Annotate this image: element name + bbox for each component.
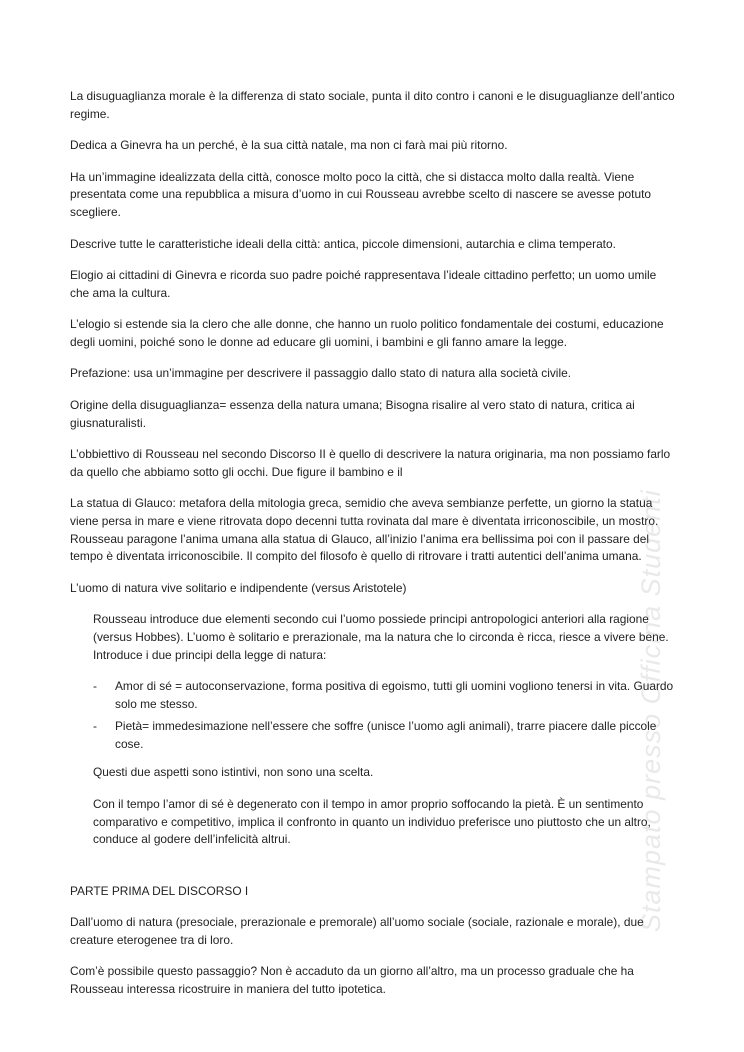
- list-dash: -: [93, 679, 97, 694]
- paragraph: Descrive tutte le caratteristiche ideali della città: antica, piccole dimensioni, autarchia e clima temperato.: [70, 236, 616, 251]
- indented-paragraph: Questi due aspetti sono istintivi, non sono una scelta.: [93, 765, 374, 780]
- paragraph: La disuguaglianza morale è la differenza di stato sociale, punta il dito contro i canoni e le disuguaglianze dell’antico regime.: [70, 89, 675, 121]
- section-heading: PARTE PRIMA DEL DISCORSO I: [70, 883, 249, 898]
- list-item-text: Pietà= immedesimazione nell’essere che soffre (unisce l’uomo agli animali), trarre piacere dalle piccole cose.: [115, 718, 657, 751]
- paragraph: Dedica a Ginevra ha un perché, è la sua città natale, ma non ci farà mai più ritorno.: [70, 138, 508, 153]
- section-spacer: [70, 863, 676, 883]
- watermark-text: Stampato presso Officina Studenti: [636, 489, 666, 932]
- paragraph: Elogio ai cittadini di Ginevra e ricorda suo padre poiché rappresentava l’ideale cittadino perfetto; un uomo umile che ama la cultura.: [70, 267, 657, 300]
- paragraph: Prefazione: usa un’immagine per descrivere il passaggio dallo stato di natura alla società civile.: [70, 366, 571, 381]
- document-body: [70, 88, 676, 1013]
- list-item-text: Amor di sé = autoconservazione, forma positiva di egoismo, tutti gli uomini vogliono tenersi in vita. Guardo solo me stesso.: [115, 679, 674, 712]
- principles-list: [93, 678, 676, 753]
- paragraph: Dall’uomo di natura (presociale, prerazionale e premorale) all’uomo sociale (sociale, razionale e morale), due creature eterogenee tra di loro.: [70, 915, 644, 947]
- paragraph: La statua di Glauco: metafora della mitologia greca, semidio che aveva sembianze perfette, un giorno la statua viene persa in mare e viene ritrovata dopo decenni tutta rovinata dal mare è diventata irriconoscibile, un mostro. Rousseau paragone l’anima umana alla statua di Glauco, all’inizio l’anima era bellissima poi con il passare del tempo è diventata irriconoscibile. Il compito del filosofo è quello di ritrovare i tratti autentici dell’anima umana.: [70, 496, 659, 564]
- paragraph: L’elogio si estende sia la clero che alle donne, che hanno un ruolo politico fondamentale dei costumi, educazione degli uomini, poiché sono le donne ad educare gli uomini, i bambini e gli fanno amare la legge.: [70, 317, 664, 349]
- paragraph: L’uomo di natura vive solitario e indipendente (versus Aristotele): [70, 580, 407, 595]
- indented-paragraph: Rousseau introduce due elementi secondo cui l’uomo possiede principi antropologici anteriori alla ragione (versus Hobbes). L’uomo è solitario e prerazionale, ma la natura che lo circonda è ricca, riesce a vivere bene. Introduce i due principi della legge di natura:: [93, 612, 669, 662]
- list-item: [93, 678, 676, 714]
- paragraph: L’obbiettivo di Rousseau nel secondo Discorso II è quello di descrivere la natura originaria, ma non possiamo farlo da quello che abbiamo sotto gli occhi. Due figure il bambino e il: [70, 446, 671, 479]
- paragraph: Com’è possibile questo passaggio? Non è accaduto da un giorno all’altro, ma un processo graduale che ha Rousseau interessa ricostruire in maniera del tutto ipotetica.: [70, 964, 634, 997]
- paragraph: Ha un’immagine idealizzata della città, conosce molto poco la città, che si distacca molto dalla realtà. Viene presentata come una repubblica a misura d’uomo in cui Rousseau avrebbe scelto di nascere se avesse potuto scegliere.: [70, 169, 651, 220]
- list-item: [93, 718, 676, 754]
- paragraph: Origine della disuguaglianza= essenza della natura umana; Bisogna risalire al vero stato di natura, critica ai giusnaturalisti.: [70, 397, 635, 430]
- list-dash: -: [93, 718, 97, 733]
- indented-paragraph: Con il tempo l’amor di sé è degenerato con il tempo in amor proprio soffocando la pietà. È un sentimento comparativo e competitivo, implica il confronto in quanto un individuo preferisce uno piuttosto che un altro, conduce al godere dell’infelicità altrui.: [93, 796, 651, 847]
